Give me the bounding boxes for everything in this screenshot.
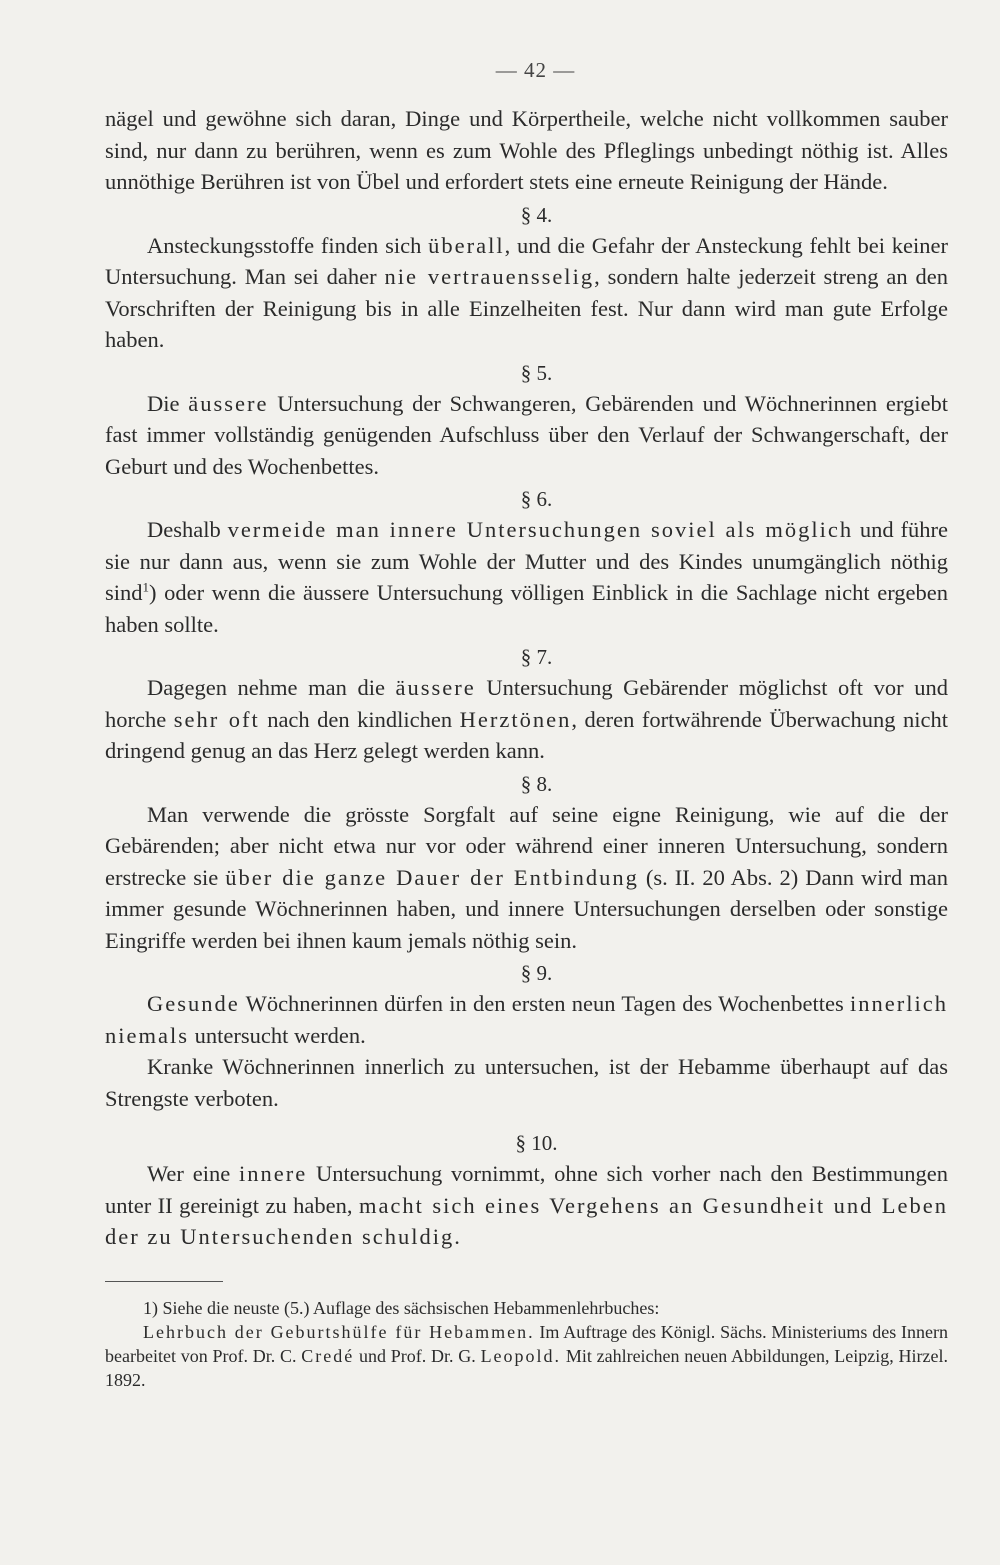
text: Ansteckungsstoffe finden sich [147, 232, 429, 258]
emphasis-text: vermeide man innere Untersuchungen soviel als möglich [227, 517, 854, 542]
text: Im Auftrage des Königl. Sächs. Ministeriums des Innern bearbeitet von Prof. Dr. C. [105, 1321, 948, 1366]
footnote-marker: 1 [142, 579, 150, 595]
paragraph-4 [105, 230, 948, 356]
section-heading-4: § 4. [520, 202, 553, 227]
text: und Prof. Dr. G. [354, 1345, 481, 1366]
emphasis-text: Herztönen [459, 706, 572, 732]
emphasis-text: Leopold. [480, 1345, 562, 1366]
emphasis-text: über die ganze Dauer der Entbindung [225, 864, 639, 890]
text: , sondern halte jederzeit streng an den Vorschriften der Reinigung bis in alle Einzelheiten fest. Nur dann wird man gute Erfolge haben. [105, 264, 948, 352]
text: Untersuchung vornimmt, ohne sich vorher nach den Bestimmungen unter II gereinigt zu haben, [105, 1161, 948, 1218]
text: (s. II. 20 Abs. 2) Dann wird man immer gesunde Wöchnerinnen haben, und innere Untersuchungen derselben oder sonstige Eingriffe werden bei ihnen kaum jemals nöthig sein. [105, 864, 948, 953]
paragraph-6 [105, 514, 948, 640]
paragraph-10 [105, 1158, 948, 1253]
section-heading-5: § 5. [520, 360, 553, 385]
section-heading-10: § 10. [515, 1131, 558, 1155]
emphasis-text: Credé [301, 1345, 355, 1366]
emphasis-text: Gesunde [147, 991, 240, 1016]
section-heading-9: § 9. [520, 961, 553, 985]
paragraph-5 [105, 388, 948, 483]
paragraph-9 [105, 988, 948, 1051]
paragraph-7 [105, 672, 948, 767]
text: Wöchnerinnen dürfen in den ersten neun Tagen des Wochenbettes [239, 991, 851, 1016]
text: , deren fortwährende Überwachung nicht dringend genug an das Herz gelegt werden kann. [105, 706, 949, 763]
footnote-line-1: 1) Siehe die neuste (5.) Auflage des sächsischen Hebammenlehrbuches: [143, 1297, 660, 1318]
text: Mit zahlreichen neuen Abbildungen, Leipzig, Hirzel. 1892. [105, 1345, 949, 1390]
text: Dagegen nehme man die [147, 675, 396, 700]
emphasis-text: innere [238, 1161, 308, 1186]
text: ) oder wenn die äussere Untersuchung völligen Einblick in die Sachlage nicht ergeben haben sollte. [105, 580, 948, 637]
text: untersucht werden. [188, 1022, 366, 1048]
emphasis-text: äussere [188, 390, 269, 416]
emphasis-text: nie vertrauensselig [384, 264, 595, 289]
emphasis-text: äussere [395, 675, 476, 700]
section-heading-8: § 8. [520, 771, 553, 796]
footnote [105, 1296, 948, 1392]
page-number: — 42 — [495, 58, 576, 82]
text: nach den kindlichen [259, 706, 460, 732]
emphasis-text: macht sich eines Vergehens an Gesundheit und Leben der zu Untersuchenden schuldig. [105, 1192, 948, 1249]
paragraph-8 [105, 799, 948, 957]
paragraph-intro: nägel und gewöhne sich daran, Dinge und Körpertheile, welche nicht vollkommen sauber sind, nur dann zu berühren, wenn es zum Wohle des Pfleglings unbedingt nöthig ist. Alles unnöthige Berühren ist von Übel und erfordert stets eine erneute Reinigung der Hände. [105, 106, 948, 194]
text: Deshalb [147, 517, 228, 542]
text: Die [147, 390, 189, 416]
emphasis-text: sehr oft [173, 706, 260, 732]
text: , und die Gefahr der Ansteckung fehlt bei keiner Untersuchung. Man sei daher [105, 232, 948, 289]
emphasis-text: innerlich niemals [105, 991, 948, 1048]
text: Untersuchung Gebärender möglichst oft vor und horche [105, 675, 948, 732]
text: Wer eine [147, 1161, 239, 1186]
footnote-divider [105, 1281, 223, 1282]
section-heading-7: § 7. [520, 645, 553, 669]
paragraph-9b: Kranke Wöchnerinnen innerlich zu untersuchen, ist der Hebamme überhaupt auf das Strengste verboten. [105, 1054, 948, 1111]
footnote-book-title: Lehrbuch der Geburtshülfe für Hebammen. [143, 1321, 535, 1342]
text: Untersuchung der Schwangeren, Gebärenden und Wöchnerinnen ergiebt fast immer vollständig genügenden Aufschluss über den Verlauf der Schwangerschaft, der Geburt und des Wochenbettes. [105, 390, 948, 479]
text: und führe sie nur dann aus, wenn sie zum Wohle der Mutter und des Kindes unumgänglich nöthig sind [105, 517, 948, 605]
text: Man verwende die grösste Sorgfalt auf seine eigne Reinigung, wie auf die der Gebärenden; aber nicht etwa nur vor oder während einer inneren Untersuchung, sondern erstrecke sie [105, 801, 948, 890]
section-heading-6: § 6. [520, 487, 553, 511]
emphasis-text: überall [428, 232, 505, 258]
